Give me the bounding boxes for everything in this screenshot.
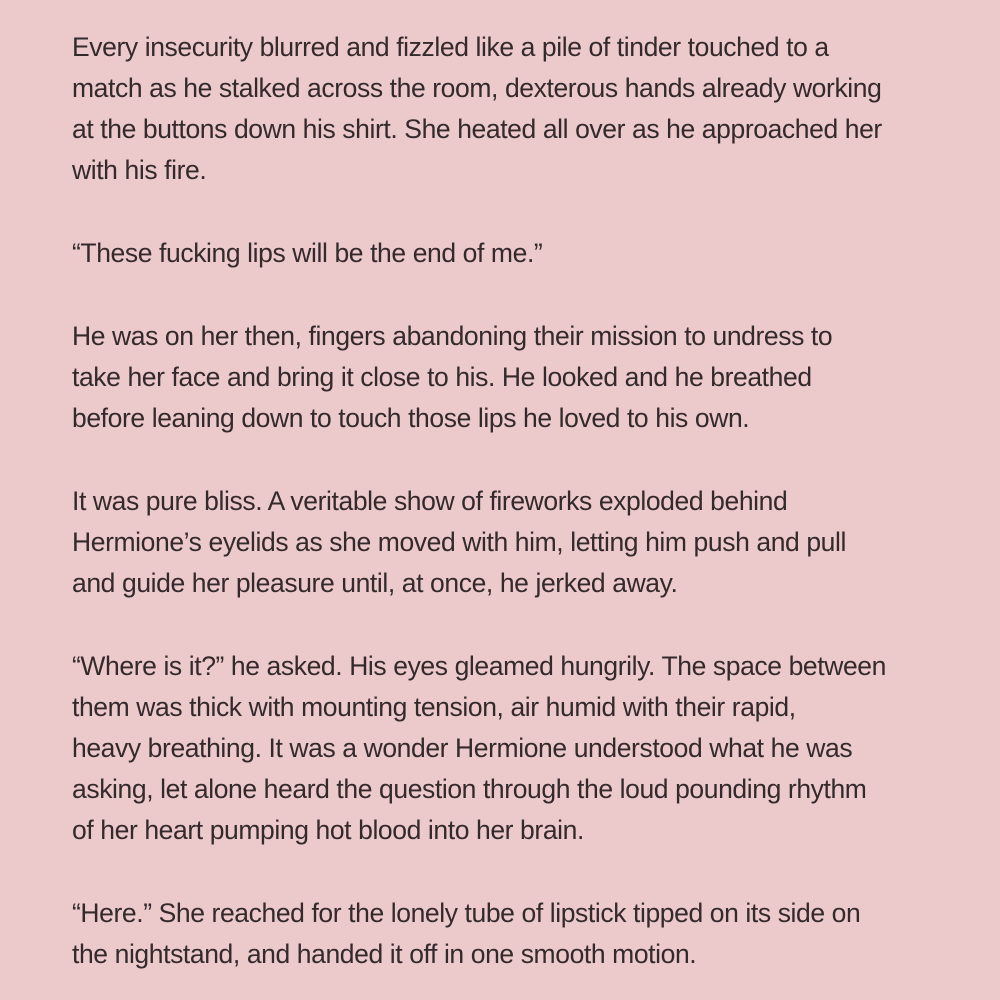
text-line: and guide her pleasure until, at once, he jerked away. bbox=[72, 568, 678, 598]
text-line: It was pure bliss. A veritable show of fireworks exploded behind bbox=[72, 486, 788, 516]
text-line: asking, let alone heard the question through the loud pounding rhythm bbox=[72, 774, 867, 804]
text-line: heavy breathing. It was a wonder Hermione understood what he was bbox=[72, 733, 853, 763]
text-line: match as he stalked across the room, dexterous hands already working bbox=[72, 73, 882, 103]
text-line: before leaning down to touch those lips he loved to his own. bbox=[72, 403, 750, 433]
paragraph bbox=[72, 893, 960, 975]
text-line: at the buttons down his shirt. She heated all over as he approached her bbox=[72, 114, 882, 144]
paragraph bbox=[72, 646, 960, 851]
text-line: the nightstand, and handed it off in one smooth motion. bbox=[72, 939, 697, 969]
story-text bbox=[72, 27, 960, 975]
paragraph bbox=[72, 316, 960, 439]
text-line: Every insecurity blurred and fizzled like a pile of tinder touched to a bbox=[72, 32, 829, 62]
text-line: “These fucking lips will be the end of me.” bbox=[72, 238, 543, 268]
text-line: Hermione’s eyelids as she moved with him, letting him push and pull bbox=[72, 527, 846, 557]
paragraph bbox=[72, 233, 960, 274]
text-line: of her heart pumping hot blood into her brain. bbox=[72, 815, 584, 845]
text-line: “Where is it?” he asked. His eyes gleamed hungrily. The space between bbox=[72, 651, 886, 681]
text-line: them was thick with mounting tension, air humid with their rapid, bbox=[72, 692, 796, 722]
paragraph bbox=[72, 27, 960, 191]
paragraph bbox=[72, 481, 960, 604]
text-line: with his fire. bbox=[72, 155, 207, 185]
text-line: take her face and bring it close to his. He looked and he breathed bbox=[72, 362, 812, 392]
text-line: “Here.” She reached for the lonely tube of lipstick tipped on its side on bbox=[72, 898, 861, 928]
text-line: He was on her then, fingers abandoning their mission to undress to bbox=[72, 321, 833, 351]
